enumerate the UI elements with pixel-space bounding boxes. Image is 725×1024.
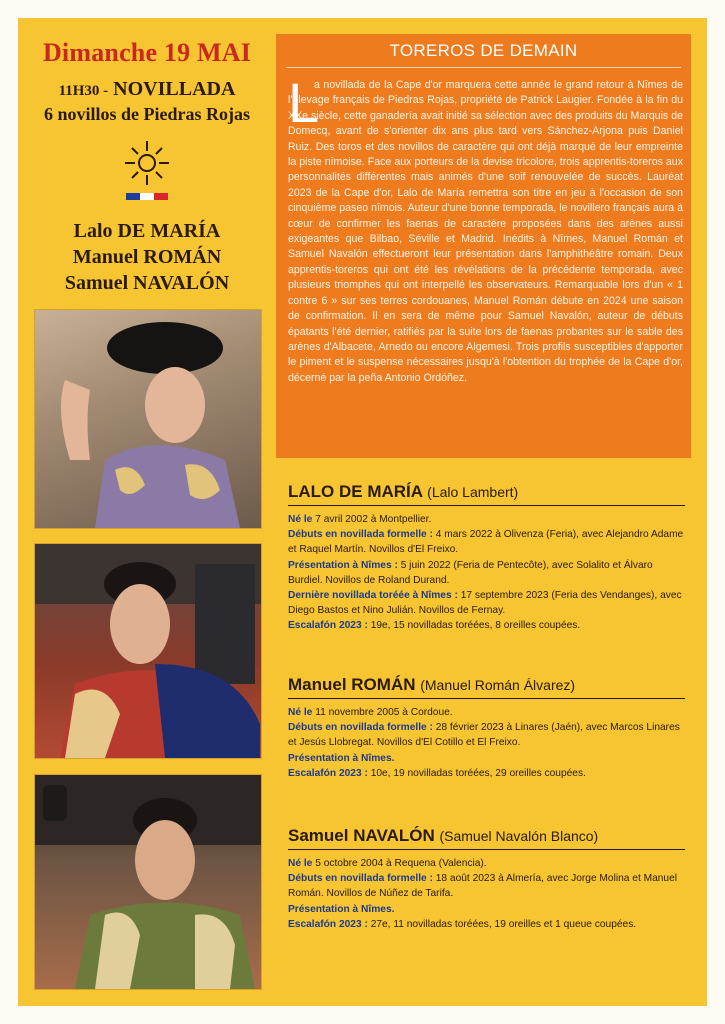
toreros-list <box>18 218 276 296</box>
line-value: 11 novembre 2005 à Cordoue. <box>315 707 453 718</box>
line-value: 17 septembre 2023 (Feria des Vendanges), avec Diego Bastos et Nino Julián. Novillos de Fernay. <box>288 590 682 617</box>
line-label: Débuts en novillada formelle : <box>288 722 433 734</box>
poster-page <box>18 18 707 1006</box>
profile-line <box>288 527 685 557</box>
line-label: Débuts en novillada formelle : <box>288 529 433 541</box>
sun-icon <box>122 138 172 188</box>
profile-heading <box>288 482 685 506</box>
profile-line <box>288 512 685 527</box>
profile-manuel-roman <box>288 675 685 781</box>
article-body: a novillada de la Cape d'or marquera cette année le grand retour à Nîmes de l'élevage français de Piedras Rojas, propriété de Patrick Laugier. Fondée à la fin du XXe siècle, cette ganadería avait initié sa sélection avec des produits du Marquis de Domecq, avant de s'orienter dix ans plus tard vers Sánchez-Arjona puis Daniel Ruiz. Des toros et des novillos de caractère qui ont déjà marqué de leur empreinte la piste nîmoise. Face aux porteurs de la devise tricolore, trois apprentis-toreros aux personnalités différentes mais animés d'une soif renouvelée de succès. Lauréat 2023 de la Cape d'or, Lalo de María remettra son titre en jeu à l'occasion de son cinquième paseo nîmois. Auteur d'une bonne temporada, le novillero français aura à cœur de confirmer les faenas de caractère proposées dans des arènes aussi exigeantes que Bilbao, Séville et Madrid. Inédits à Nîmes, Manuel Román et Samuel Navalón effectueront leur présentation dans l'amphithéâtre romain. Deux apprentis-toreros qui ont été les révélations de la précédente temporada, avec plusieurs triomphes qui ont interpellé les observateurs. Remarquable lors d'un « 1 contre 6 » sur ses terres cordouanes, Manuel Román débute en 2024 une saison de confirmation. Il en sera de même pour Samuel Navalón, auteur de débuts épatants l'été dernier, ratifiés par la suite lors de faenas probantes sur le sable des arènes d'Albacete, Arnedo ou encore Algemesi. Trois profils susceptibles d'apporter le piment et le suspense nécessaires jusqu'à l'obtention du trophée de la Cape d'or, décerné par la peña Antonio Ordóñez. <box>288 79 683 384</box>
line-value: 7 avril 2002 à Montpellier. <box>315 514 432 525</box>
line-label: Présentation à Nîmes : <box>288 559 398 571</box>
torero-name: Samuel NAVALÓN <box>64 272 230 294</box>
profile-line <box>288 720 685 750</box>
event-type: NOVILLADA <box>113 78 236 100</box>
line-label: Présentation à Nîmes. <box>288 903 395 915</box>
profile-line <box>288 705 685 720</box>
right-column <box>276 18 707 1006</box>
line-label: Né le <box>288 858 313 869</box>
article-title: TOREROS DE DEMAIN <box>276 34 691 68</box>
photo-samuel-navalon <box>34 774 262 990</box>
french-flag-icon <box>126 193 168 200</box>
event-hour: 11H30 - <box>58 83 109 99</box>
line-label: Escalafón 2023 : <box>288 620 368 632</box>
profile-line <box>288 618 685 633</box>
event-date: Dimanche 19 MAI <box>42 38 252 67</box>
line-label: Dernière novillada toréée à Nîmes : <box>288 590 458 602</box>
line-value: 10e, 19 novilladas toréées, 29 oreilles coupées. <box>370 767 586 779</box>
profile-line <box>288 766 685 781</box>
line-label: Présentation à Nîmes. <box>288 752 395 764</box>
profile-line <box>288 917 685 932</box>
profile-line <box>288 856 685 871</box>
profile-line <box>288 588 685 618</box>
profile-samuel-navalon <box>288 826 685 932</box>
profile-line <box>288 751 685 766</box>
article-dropcap: L <box>288 71 320 134</box>
torero-name: Manuel ROMÁN <box>72 246 222 268</box>
line-value: 27e, 11 novilladas toréées, 19 oreilles et 1 queue coupées. <box>370 918 637 930</box>
line-value: 5 octobre 2004 à Requena (Valencia). <box>315 858 487 869</box>
line-value: 4 mars 2022 à Olivenza (Feria), avec Alejandro Adame et Raquel Martín. Novillos d'El Freixo. <box>288 529 684 556</box>
profile-name: Manuel ROMÁN <box>288 675 416 694</box>
article-box <box>276 34 691 458</box>
photo-lalo-de-maria <box>34 309 262 529</box>
profile-full-name: (Samuel Navalón Blanco) <box>439 828 599 844</box>
profile-heading <box>288 826 685 850</box>
line-value: 28 février 2023 à Linares (Jaén), avec Marcos Linares et Jesús Llobregat. Novillos d'El Cotillo et El Freixo. <box>288 722 680 749</box>
profile-line <box>288 871 685 901</box>
profile-name: Samuel NAVALÓN <box>288 826 435 845</box>
profile-heading <box>288 675 685 699</box>
line-label: Escalafón 2023 : <box>288 767 368 779</box>
photo-manuel-roman <box>34 543 262 759</box>
profile-full-name: (Lalo Lambert) <box>427 484 519 500</box>
profile-full-name: (Manuel Román Álvarez) <box>420 677 576 693</box>
left-column <box>18 18 276 1006</box>
event-novillos: 6 novillos de Piedras Rojas <box>43 104 250 124</box>
line-value: 19e, 15 novilladas toréées, 8 oreilles coupées. <box>370 620 581 632</box>
event-time <box>18 78 276 101</box>
profile-lalo-de-maria <box>288 482 685 634</box>
line-value: 18 août 2023 à Almería, avec Jorge Molina et Manuel Román. Novillos de Núñez de Tarifa. <box>288 873 678 900</box>
profile-name: LALO DE MARÍA <box>288 482 423 501</box>
profile-line <box>288 902 685 917</box>
line-label: Né le <box>288 514 313 525</box>
torero-name: Lalo DE MARÍA <box>73 220 221 242</box>
line-label: Né le <box>288 707 313 718</box>
line-label: Escalafón 2023 : <box>288 918 368 930</box>
line-value: 5 juin 2022 (Feria de Pentecôte), avec Solalito et Álvaro Burdiel. Novillos de Roland Durand. <box>288 559 653 586</box>
line-label: Débuts en novillada formelle : <box>288 873 433 885</box>
profile-line <box>288 558 685 588</box>
